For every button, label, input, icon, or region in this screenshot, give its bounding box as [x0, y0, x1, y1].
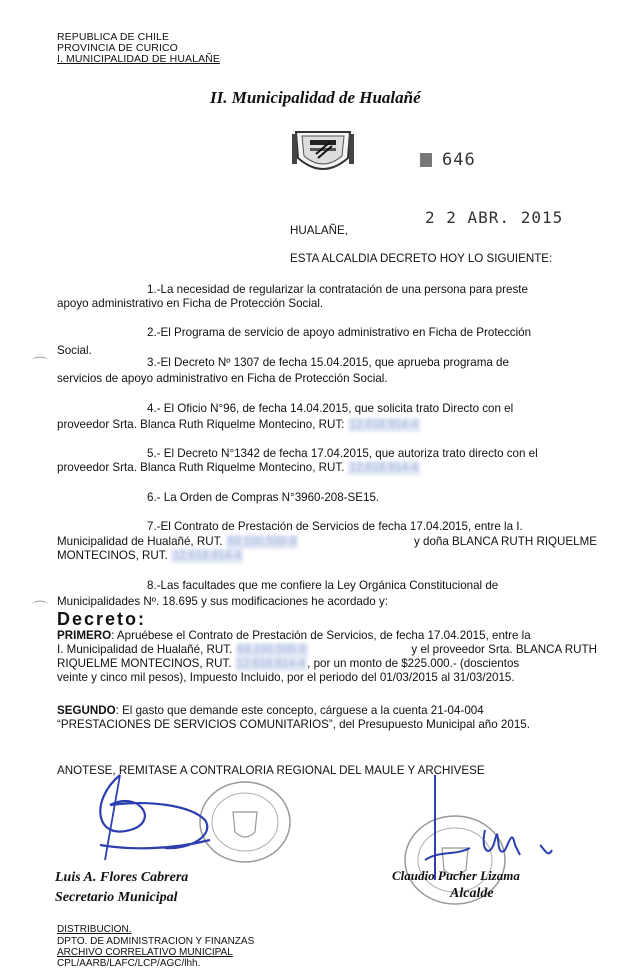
- redacted-rut: 69.100.500-9: [237, 643, 306, 656]
- decree-number: 646: [442, 150, 476, 170]
- distribution-line2: ARCHIVO CORRELATIVO MUNICIPAL: [57, 947, 233, 958]
- primero-text4: RIQUELME MONTECINOS, RUT.: [57, 657, 232, 670]
- redacted-rut: 12.618.914-4: [236, 657, 306, 670]
- document-title: II. Municipalidad de Hualañé: [210, 88, 421, 107]
- item-8-line1: 8.-Las facultades que me confiere la Ley Orgánica Constitucional de: [147, 579, 499, 592]
- item-7-text: Municipalidad de Hualañé, RUT.: [57, 535, 223, 548]
- header-country: REPUBLICA DE CHILE: [57, 31, 170, 43]
- item-1-line2: apoyo administrativo en Ficha de Protección Social.: [57, 297, 324, 310]
- segundo-line2: “PRESTACIONES DE SERVICIOS COMUNITARIOS”, del Presupuesto Municipal año 2015.: [57, 718, 530, 731]
- item-5-text: proveedor Srta. Blanca Ruth Riquelme Montecino, RUT.: [57, 461, 345, 474]
- header-province: PROVINCIA DE CURICO: [57, 42, 178, 54]
- item-7-text2: y doña BLANCA RUTH RIQUELME: [414, 535, 597, 548]
- header-municipality: I. MUNICIPALIDAD DE HUALAÑE: [57, 53, 220, 65]
- segundo-text: : El gasto que demande este concepto, cárguese a la cuenta 21-04-004: [115, 704, 484, 717]
- anotese-line: ANOTESE, REMITASE A CONTRALORIA REGIONAL DEL MAULE Y ARCHIVESE: [57, 764, 485, 777]
- item-7-line1: 7.-El Contrato de Prestación de Servicios de fecha 17.04.2015, entre la I.: [147, 520, 523, 533]
- item-4-line1: 4.- El Oficio N°96, de fecha 14.04.2015, que solicita trato Directo con el: [147, 402, 514, 415]
- item-8-line2: Municipalidades Nº. 18.695 y sus modificaciones he acordado y:: [57, 595, 388, 608]
- primero-label: PRIMERO: [57, 629, 112, 642]
- segundo-label: SEGUNDO: [57, 704, 116, 717]
- item-1-line1: 1.-La necesidad de regularizar la contratación de una persona para preste: [147, 283, 528, 296]
- redacted-rut: 12.618.914-4: [349, 461, 418, 474]
- mayor-role: Alcalde: [450, 886, 494, 901]
- distribution-line1: DPTO. DE ADMINISTRACION Y FINANZAS: [57, 936, 255, 947]
- item-7-text3: MONTECINOS, RUT.: [57, 549, 168, 562]
- secretary-role: Secretario Municipal: [55, 890, 178, 905]
- item-4-text: proveedor Srta. Blanca Ruth Riquelme Montecino, RUT:: [57, 418, 345, 431]
- secretary-name: Luis A. Flores Cabrera: [55, 870, 189, 885]
- secretaria-seal: [200, 782, 290, 862]
- item-2-line1: 2.-El Programa de servicio de apoyo administrativo en Ficha de Protección: [147, 326, 532, 339]
- distribution-line3: CPL/AARB/LAFC/LCP/AGC/lhh.: [57, 958, 201, 969]
- item-3-line2: servicios de apoyo administrativo en Ficha de Protección Social.: [57, 372, 388, 385]
- intro-line: ESTA ALCALDIA DECRETO HOY LO SIGUIENTE:: [290, 252, 553, 265]
- decreto-heading: Decreto:: [57, 609, 147, 629]
- item-6: 6.- La Orden de Compras N°3960-208-SE15.: [147, 491, 380, 504]
- left-signature: [100, 775, 210, 848]
- primero-text3: y el proveedor Srta. BLANCA RUTH: [411, 643, 597, 656]
- punch-hole-mark-icon: ⌒: [32, 601, 49, 618]
- item-3-line1: 3.-El Decreto Nº 1307 de fecha 15.04.2015, que aprueba programa de: [147, 356, 509, 369]
- place: HUALAÑE,: [290, 224, 348, 237]
- primero-text5: , por un monto de $225.000.- (doscientos: [307, 657, 520, 670]
- primero-text2: I. Municipalidad de Hualañé, RUT.: [57, 643, 233, 656]
- redacted-rut: 12.618.914-4: [349, 418, 418, 431]
- item-2-line2: Social.: [57, 344, 92, 357]
- primero-line4: veinte y cinco mil pesos), Impuesto Incluido, por el periodo del 01/03/2015 al 31/03/2015.: [57, 671, 515, 684]
- redacted-rut: 12.618.914-4: [173, 549, 242, 562]
- date-stamp: 2 2 ABR. 2015: [425, 208, 564, 227]
- item-5-line1: 5.- El Decreto N°1342 de fecha 17.04.2015, que autoriza trato directo con el: [147, 447, 538, 460]
- distribution-title: DISTRIBUCION.: [57, 924, 132, 935]
- primero-text: : Apruébese el Contrato de Prestación de Servicios, de fecha 17.04.2015, entre la: [111, 629, 531, 642]
- redacted-rut: 69.100.500-9: [227, 535, 297, 548]
- punch-hole-mark-icon: ⌒: [32, 357, 49, 374]
- mayor-name: Claudio Pucher Lizama: [392, 868, 520, 883]
